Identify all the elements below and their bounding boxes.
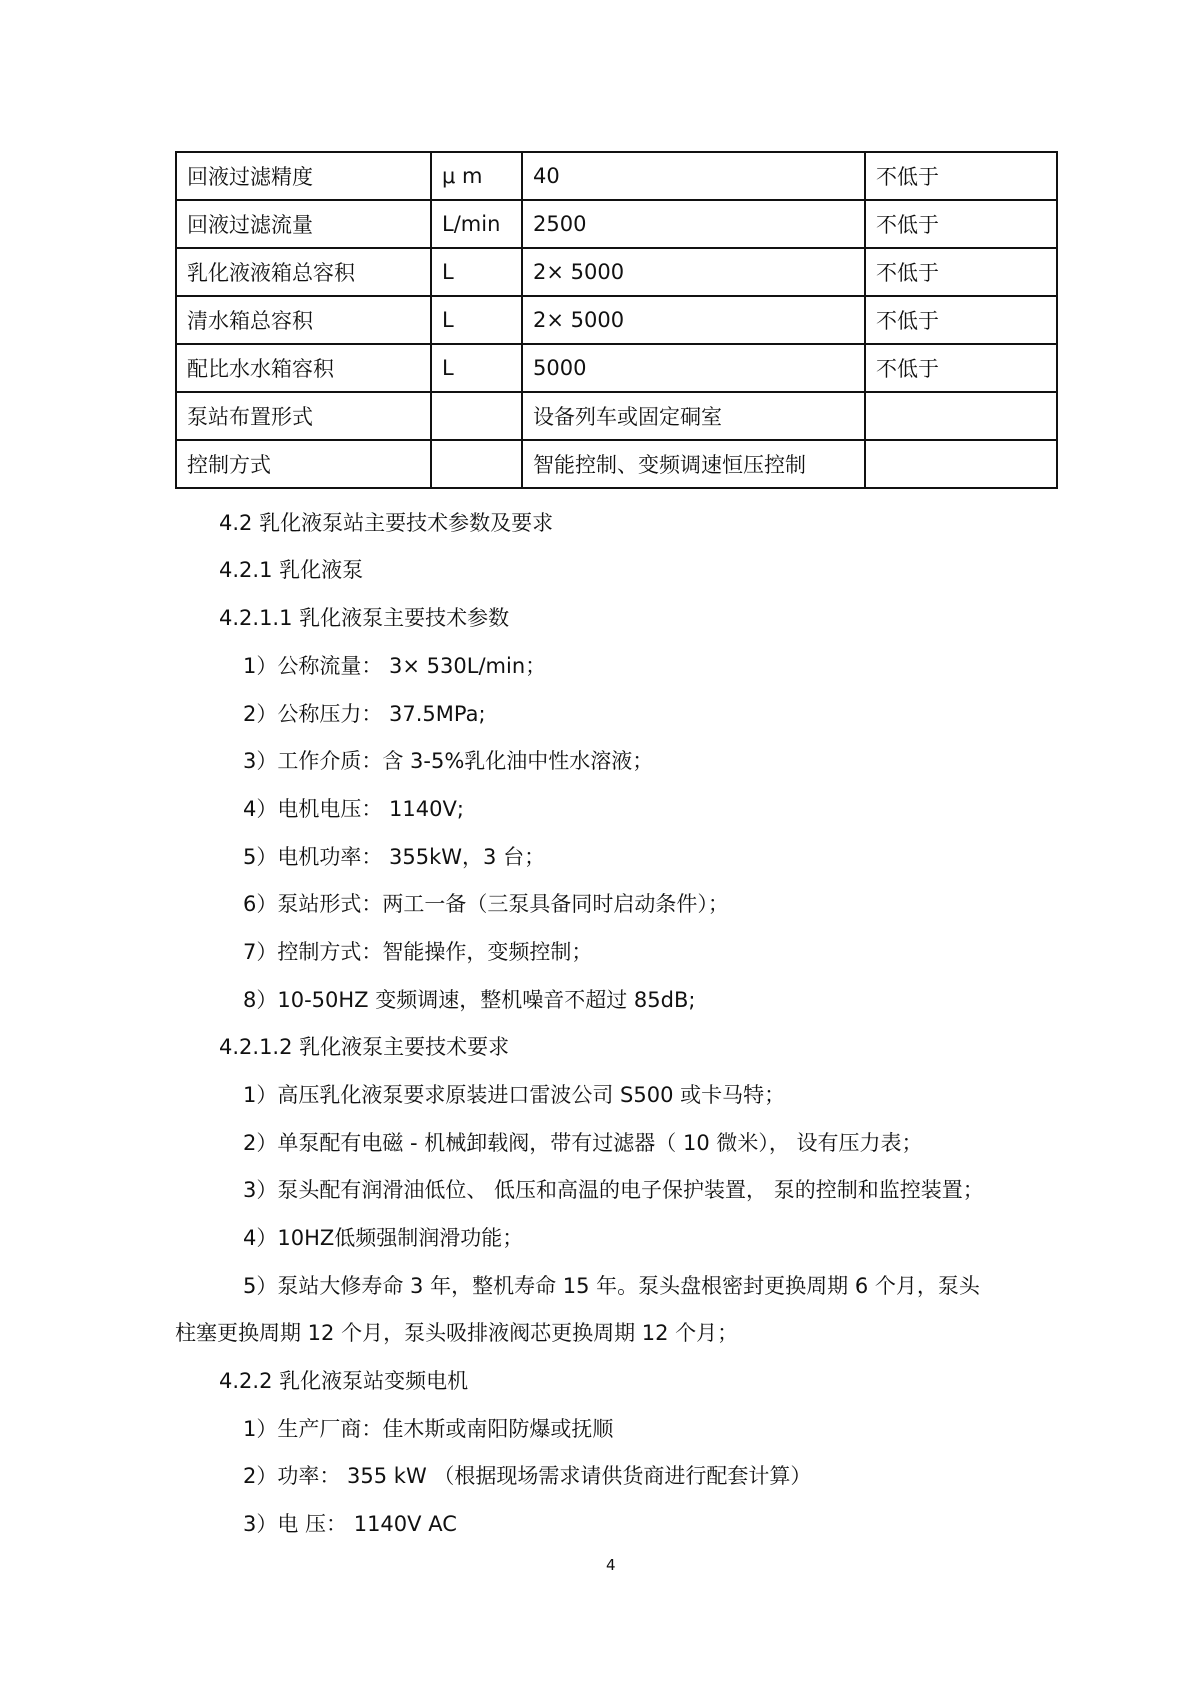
param-item: 6）泵站形式：两工一备（三泵具备同时启动条件）； xyxy=(243,892,729,916)
param-name-cell: 配比水水箱容积 xyxy=(176,344,431,392)
param-unit-cell: L/min xyxy=(431,200,522,248)
table-row xyxy=(176,200,1057,248)
param-remark-cell: 不低于 xyxy=(865,152,1057,200)
param-item: 3）工作介质：含 3-5%乳化油中性水溶液； xyxy=(243,749,654,773)
param-remark-cell: 不低于 xyxy=(865,200,1057,248)
param-name-cell: 乳化液液箱总容积 xyxy=(176,248,431,296)
param-value-cell: 设备列车或固定硐室 xyxy=(522,392,865,440)
section-heading-4-2-1-2: 4.2.1.2 乳化液泵主要技术要求 xyxy=(219,1035,510,1059)
section-heading-4-2: 4.2 乳化液泵站主要技术参数及要求 xyxy=(219,511,554,535)
param-unit-cell: L xyxy=(431,296,522,344)
param-remark-cell: 不低于 xyxy=(865,344,1057,392)
table-row xyxy=(176,248,1057,296)
param-remark-cell xyxy=(865,392,1057,440)
requirement-item: 5）泵站大修寿命 3 年，整机寿命 15 年。泵头盘根密封更换周期 6 个月，泵头 xyxy=(243,1274,980,1298)
param-unit-cell xyxy=(431,440,522,488)
requirement-item: 4）10HZ低频强制润滑功能； xyxy=(243,1226,524,1250)
param-unit-cell: L xyxy=(431,248,522,296)
table-row xyxy=(176,296,1057,344)
requirement-item: 1）高压乳化液泵要求原装进口雷波公司 S500 或卡马特； xyxy=(243,1083,786,1107)
param-item: 2）公称压力： 37.5MPa; xyxy=(243,702,486,726)
table-row xyxy=(176,152,1057,200)
section-heading-4-2-1: 4.2.1 乳化液泵 xyxy=(219,558,364,582)
param-item: 8）10-50HZ 变频调速，整机噪音不超过 85dB; xyxy=(243,988,696,1012)
section-heading-4-2-2: 4.2.2 乳化液泵站变频电机 xyxy=(219,1369,469,1393)
page-number: 4 xyxy=(606,1556,616,1574)
requirement-item: 3）泵头配有润滑油低位、 低压和高温的电子保护装置， 泵的控制和监控装置； xyxy=(243,1178,984,1202)
motor-item: 3）电 压： 1140V AC xyxy=(243,1512,457,1536)
param-remark-cell: 不低于 xyxy=(865,248,1057,296)
param-unit-cell: μ m xyxy=(431,152,522,200)
param-item: 1）公称流量： 3× 530L/min； xyxy=(243,654,547,678)
param-remark-cell: 不低于 xyxy=(865,296,1057,344)
param-value-cell: 2× 5000 xyxy=(522,296,865,344)
param-unit-cell xyxy=(431,392,522,440)
param-remark-cell xyxy=(865,440,1057,488)
param-value-cell: 智能控制、变频调速恒压控制 xyxy=(522,440,865,488)
requirement-item: 2）单泵配有电磁 - 机械卸载阀，带有过滤器（ 10 微米）， 设有压力表； xyxy=(243,1131,923,1155)
param-value-cell: 2500 xyxy=(522,200,865,248)
param-value-cell: 40 xyxy=(522,152,865,200)
param-value-cell: 5000 xyxy=(522,344,865,392)
motor-item: 1）生产厂商：佳木斯或南阳防爆或抚顺 xyxy=(243,1417,614,1441)
param-unit-cell: L xyxy=(431,344,522,392)
section-heading-4-2-1-1: 4.2.1.1 乳化液泵主要技术参数 xyxy=(219,606,510,630)
param-name-cell: 控制方式 xyxy=(176,440,431,488)
param-item: 7）控制方式：智能操作，变频控制； xyxy=(243,940,593,964)
table-row xyxy=(176,440,1057,488)
motor-item: 2）功率： 355 kW （根据现场需求请供货商进行配套计算） xyxy=(243,1464,812,1488)
param-name-cell: 回液过滤流量 xyxy=(176,200,431,248)
table-row xyxy=(176,392,1057,440)
spec-table xyxy=(175,151,1058,489)
requirement-item-continuation: 柱塞更换周期 12 个月，泵头吸排液阀芯更换周期 12 个月； xyxy=(175,1321,739,1345)
param-name-cell: 泵站布置形式 xyxy=(176,392,431,440)
param-name-cell: 回液过滤精度 xyxy=(176,152,431,200)
param-item: 4）电机电压： 1140V; xyxy=(243,797,464,821)
param-value-cell: 2× 5000 xyxy=(522,248,865,296)
param-name-cell: 清水箱总容积 xyxy=(176,296,431,344)
param-item: 5）电机功率： 355kW，3 台； xyxy=(243,845,546,869)
table-row xyxy=(176,344,1057,392)
